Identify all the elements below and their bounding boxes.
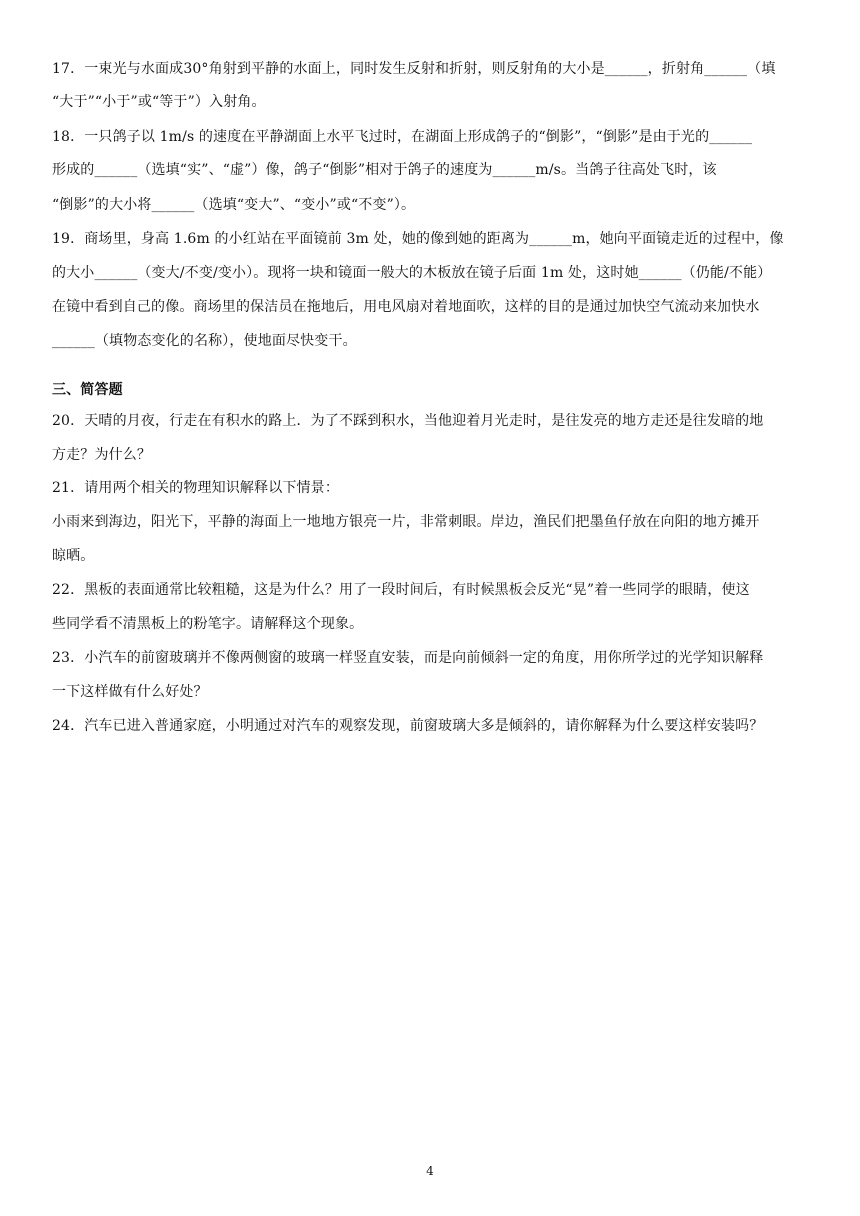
q22-line-2: 些同学看不清黑板上的粉笔字。请解释这个现象。 [52, 616, 364, 632]
q21-line-1: 21．请用两个相关的物理知识解释以下情景： [52, 480, 339, 496]
q17-line-2: “大于”“小于”或“等于”）入射角。 [52, 94, 266, 110]
q18-line-1: 18．一只鸽子以 1m/s 的速度在平静湖面上水平飞过时，在湖面上形成鸽子的“倒影”，“倒影”是由于光的______ [52, 129, 753, 145]
q19-line-1: 19．商场里，身高 1.6m 的小红站在平面镜前 3m 处，她的像到她的距离为______m，她向平面镜走近的过程中，像 [52, 231, 784, 247]
q23-line-1: 23．小汽车的前窗玻璃并不像两侧窗的玻璃一样竖直安装，而是向前倾斜一定的角度，用你所学过的光学知识解释 [52, 650, 764, 666]
q21-line-3: 晾晒。 [52, 548, 95, 564]
q21-line-2: 小雨来到海边，阳光下，平静的海面上一地地方银亮一片，非常刺眼。岸边，渔民们把墨鱼仔放在向阳的地方摊开 [52, 514, 760, 530]
q18-line-2: 形成的______（选填“实”、“虚”）像，鸽子“倒影”相对于鸽子的速度为______m/s。当鸽子往高处飞时，该 [52, 162, 717, 178]
q19-line-4: ______（填物态变化的名称），使地面尽快变干。 [52, 333, 357, 349]
q24-line-1: 24．汽车已进入普通家庭，小明通过对汽车的观察发现，前窗玻璃大多是倾斜的，请你解释为什么要这样安装吗？ [52, 718, 764, 734]
q19-line-3: 在镜中看到自己的像。商场里的保洁员在拖地后，用电风扇对着地面吹，这样的目的是通过加快空气流动来加快水 [52, 299, 760, 315]
q20-line-2: 方走？为什么？ [52, 447, 152, 463]
q22-line-1: 22．黑板的表面通常比较粗糙，这是为什么？用了一段时间后，有时候黑板会反光“晃”着一些同学的眼睛，使这 [52, 582, 750, 598]
page-number: 4 [426, 1164, 434, 1178]
q20-line-1: 20．天晴的月夜，行走在有积水的路上．为了不踩到积水，当他迎着月光走时，是往发亮的地方走还是往发暗的地 [52, 413, 764, 429]
q23-line-2: 一下这样做有什么好处？ [52, 684, 208, 700]
section-title: 三、简答题 [52, 382, 123, 398]
q18-line-3: “倒影”的大小将______（选填“变大”、“变小”或“不变”）。 [52, 197, 416, 213]
q19-line-2: 的大小______（变大/不变/变小）。现将一块和镜面一般大的木板放在镜子后面 1m 处，这时她______（仍能/不能） [52, 265, 772, 281]
q17-line-1: 17．一束光与水面成30°角射到平静的水面上，同时发生反射和折射，则反射角的大小是______，折射角______（填 [52, 61, 776, 77]
